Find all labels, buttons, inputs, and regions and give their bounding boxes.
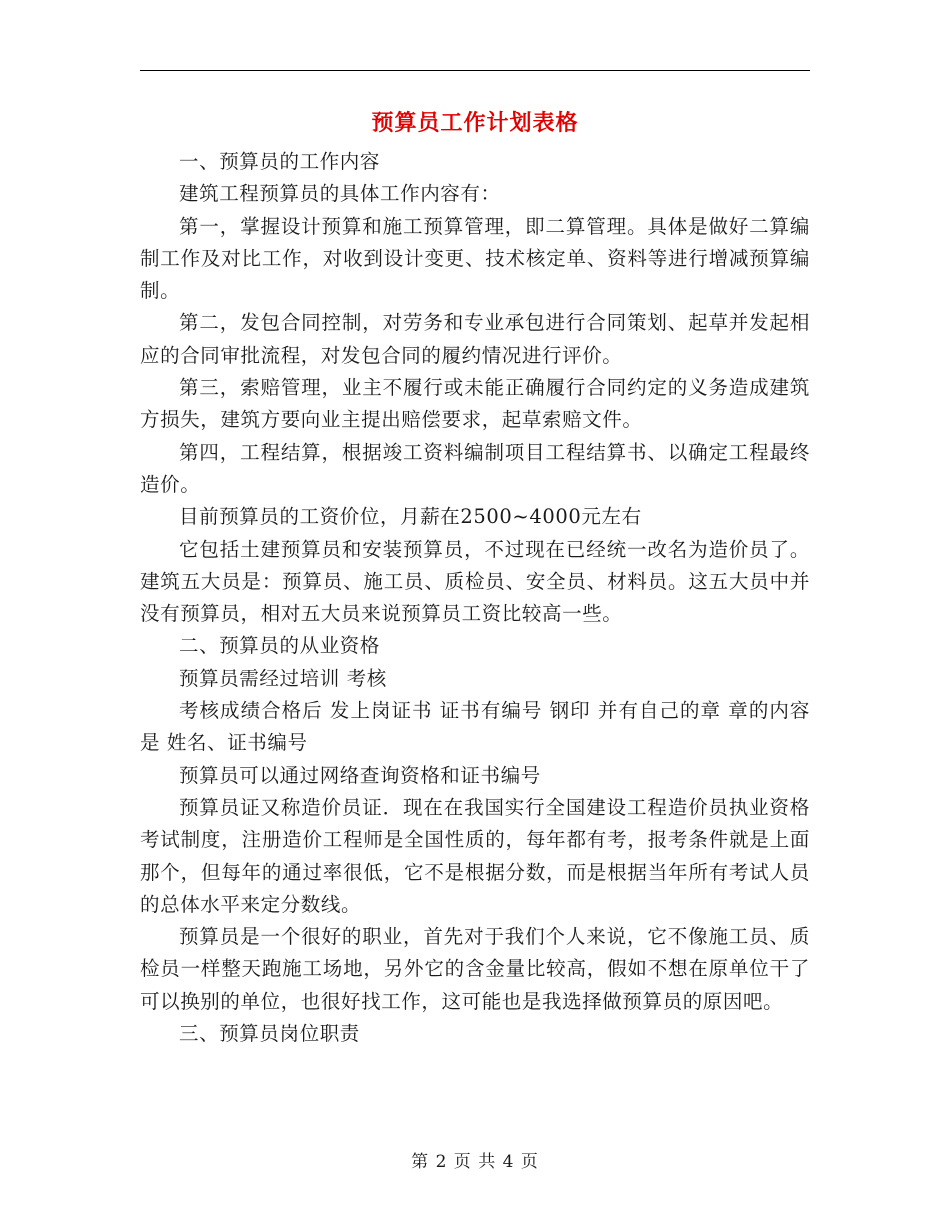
section-heading-3: 三、预算员岗位职责 — [179, 1022, 360, 1046]
paragraph: 建筑工程预算员的具体工作内容有： — [179, 182, 501, 206]
paragraph: 预算员证又称造价员证．现在在我国实行全国建设工程造价员执业资格考试制度，注册造价工程师是全国性质的，每年都有考，报考条件就是上面那个，但每年的通过率很低，它不是根据分数，而是根据当年所有考试人员的总体水平来定分数线。 — [140, 795, 810, 916]
page-number-footer: 第 2 页 共 4 页 — [411, 1152, 539, 1172]
paragraph: 它包括土建预算员和安装预算员，不过现在已经统一改名为造价员了。建筑五大员是：预算员、施工员、质检员、安全员、材料员。这五大员中并没有预算员，相对五大员来说预算员工资比较高一些。 — [140, 537, 810, 626]
document-body — [140, 146, 810, 1050]
section-heading-1: 一、预算员的工作内容 — [179, 150, 381, 173]
header-rule — [140, 70, 810, 71]
paragraph: 第二，发包合同控制，对劳务和专业承包进行合同策划、起草并发起相应的合同审批流程，对发包合同的履约情况进行评价。 — [140, 311, 810, 367]
paragraph: 预算员可以通过网络查询资格和证书编号 — [179, 763, 541, 787]
paragraph: 第四，工程结算，根据竣工资料编制项目工程结算书、以确定工程最终造价。 — [140, 440, 810, 496]
paragraph: 考核成绩合格后 发上岗证书 证书有编号 钢印 并有自己的章 章的内容是 姓名、证书编号 — [140, 699, 810, 755]
paragraph: 预算员需经过培训 考核 — [179, 666, 387, 690]
paragraph: 第一，掌握设计预算和施工预算管理，即二算管理。具体是做好二算编制工作及对比工作，对收到设计变更、技术核定单、资料等进行增减预算编制。 — [140, 214, 810, 303]
paragraph: 目前预算员的工资价位，月薪在2500~4000元左右 — [179, 505, 642, 529]
section-heading-2: 二、预算员的从业资格 — [179, 634, 381, 658]
document-title: 预算员工作计划表格 — [371, 111, 579, 136]
paragraph: 第三，索赔管理，业主不履行或未能正确履行合同约定的义务造成建筑方损失，建筑方要向业主提出赔偿要求，起草索赔文件。 — [140, 376, 810, 432]
paragraph: 预算员是一个很好的职业，首先对于我们个人来说，它不像施工员、质检员一样整天跑施工场地，另外它的含金量比较高，假如不想在原单位干了可以换别的单位，也很好找工作，这可能也是我选择做预算员的原因吧。 — [140, 925, 810, 1013]
